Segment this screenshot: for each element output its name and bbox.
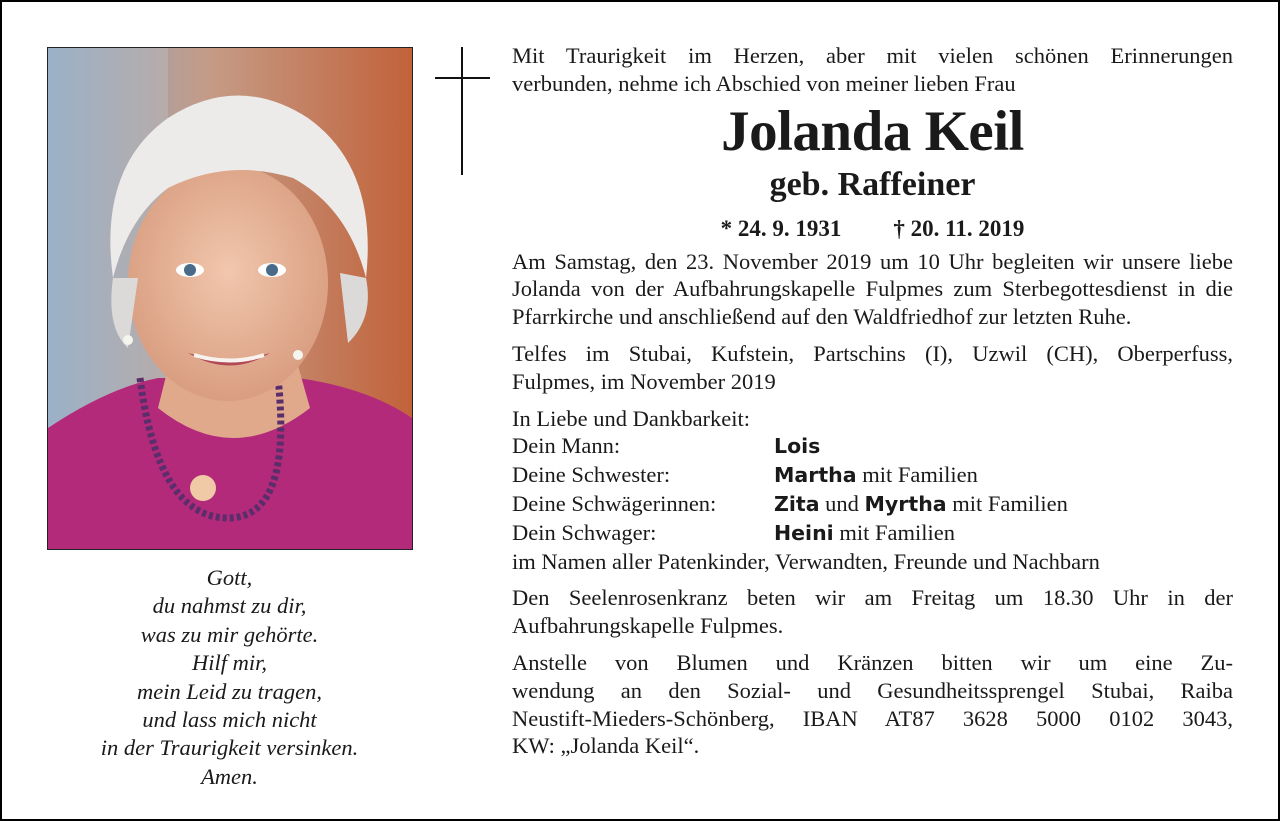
portrait-photo-icon (48, 48, 412, 549)
mourners-closing: im Namen aller Patenkinder, Verwandten, Freunde und Nachbarn (512, 548, 1100, 574)
poem-line: Hilf mir, (191, 650, 267, 676)
poem-line: du nahmst zu dir, (152, 593, 307, 619)
maiden-name: geb. Raffeiner (769, 165, 976, 203)
poem (47, 564, 412, 791)
mourner-row (512, 519, 1233, 548)
mourner-role: Dein Mann: (512, 433, 621, 459)
obituary-text (512, 42, 1233, 760)
intro-line: Mit Traurigkeit im Herzen, aber mit vielen schönen Erinnerungen (512, 43, 1233, 68)
portrait-photo (47, 47, 413, 550)
rosary-paragraph: Den Seelenrosenkranz beten wir am Freitag um 18.30 Uhr in der Aufbahrungskapelle Fulpmes. (512, 585, 1233, 639)
mourner-suffix: mit Familien (856, 462, 978, 488)
mourner-name: Martha (774, 463, 857, 488)
donation-line: wendung an den Sozial- und Gesundheitssprengel Stubai, Raiba (512, 677, 1233, 703)
mourner-role: Dein Schwager: (512, 519, 657, 545)
donation-line: Neustift-Mieders-Schönberg, IBAN AT87 3628 5000 0102 3043, (512, 705, 1233, 731)
death-date: † 20. 11. 2019 (893, 215, 1025, 241)
poem-line: Gott, (206, 565, 253, 590)
places-line: Fulpmes, im November 2019 (512, 368, 776, 394)
donation-paragraph (512, 649, 1233, 760)
poem-line: Amen. (201, 763, 258, 789)
mourner-role: Deine Schwester: (512, 462, 671, 488)
mourner-name: Myrtha (864, 491, 947, 516)
mourner-name: Heini (774, 520, 834, 545)
cross-icon (435, 47, 490, 175)
mourners-section (512, 405, 1233, 576)
donation-line: KW: „Jolanda Keil“. (512, 733, 700, 759)
donation-line: Anstelle von Blumen und Kränzen bitten wir um eine Zu- (512, 649, 1233, 675)
mourner-row (512, 490, 1233, 519)
places-paragraph (512, 340, 1233, 396)
mourners-heading: In Liebe und Dankbarkeit: (512, 405, 751, 431)
birth-date: * 24. 9. 1931 (720, 215, 842, 241)
deceased-name: Jolanda Keil (721, 99, 1024, 163)
mourner-row (512, 432, 1233, 461)
mourner-name: Lois (774, 434, 821, 459)
mourner-connector: und (819, 490, 865, 516)
places-line: Telfes im Stubai, Kufstein, Partschins (I), Uzwil (CH), Oberperfuss, (512, 340, 1233, 366)
mourner-suffix: mit Familien (946, 490, 1068, 516)
poem-line: mein Leid zu tragen, (137, 678, 322, 704)
poem-line: und lass mich nicht (142, 707, 317, 733)
life-dates (512, 214, 1233, 244)
mourner-suffix: mit Familien (833, 519, 955, 545)
mourner-role: Deine Schwägerinnen: (512, 490, 717, 516)
mourner-row (512, 461, 1233, 490)
mourner-name: Zita (774, 491, 820, 516)
funeral-paragraph: Am Samstag, den 23. November 2019 um 10 Uhr begleiten wir unsere liebe Jolanda von der Aufbahrungskapelle Fulpmes zum Sterbegottesdienst in die Pfarrkirche und anschließend auf den Waldfriedhof zur letzten Ruhe. (512, 248, 1233, 330)
poem-line: in der Traurigkeit versinken. (100, 735, 359, 761)
intro-line: verbunden, nehme ich Abschied von meiner lieben Frau (512, 70, 1016, 96)
poem-line: was zu mir gehörte. (140, 621, 319, 647)
